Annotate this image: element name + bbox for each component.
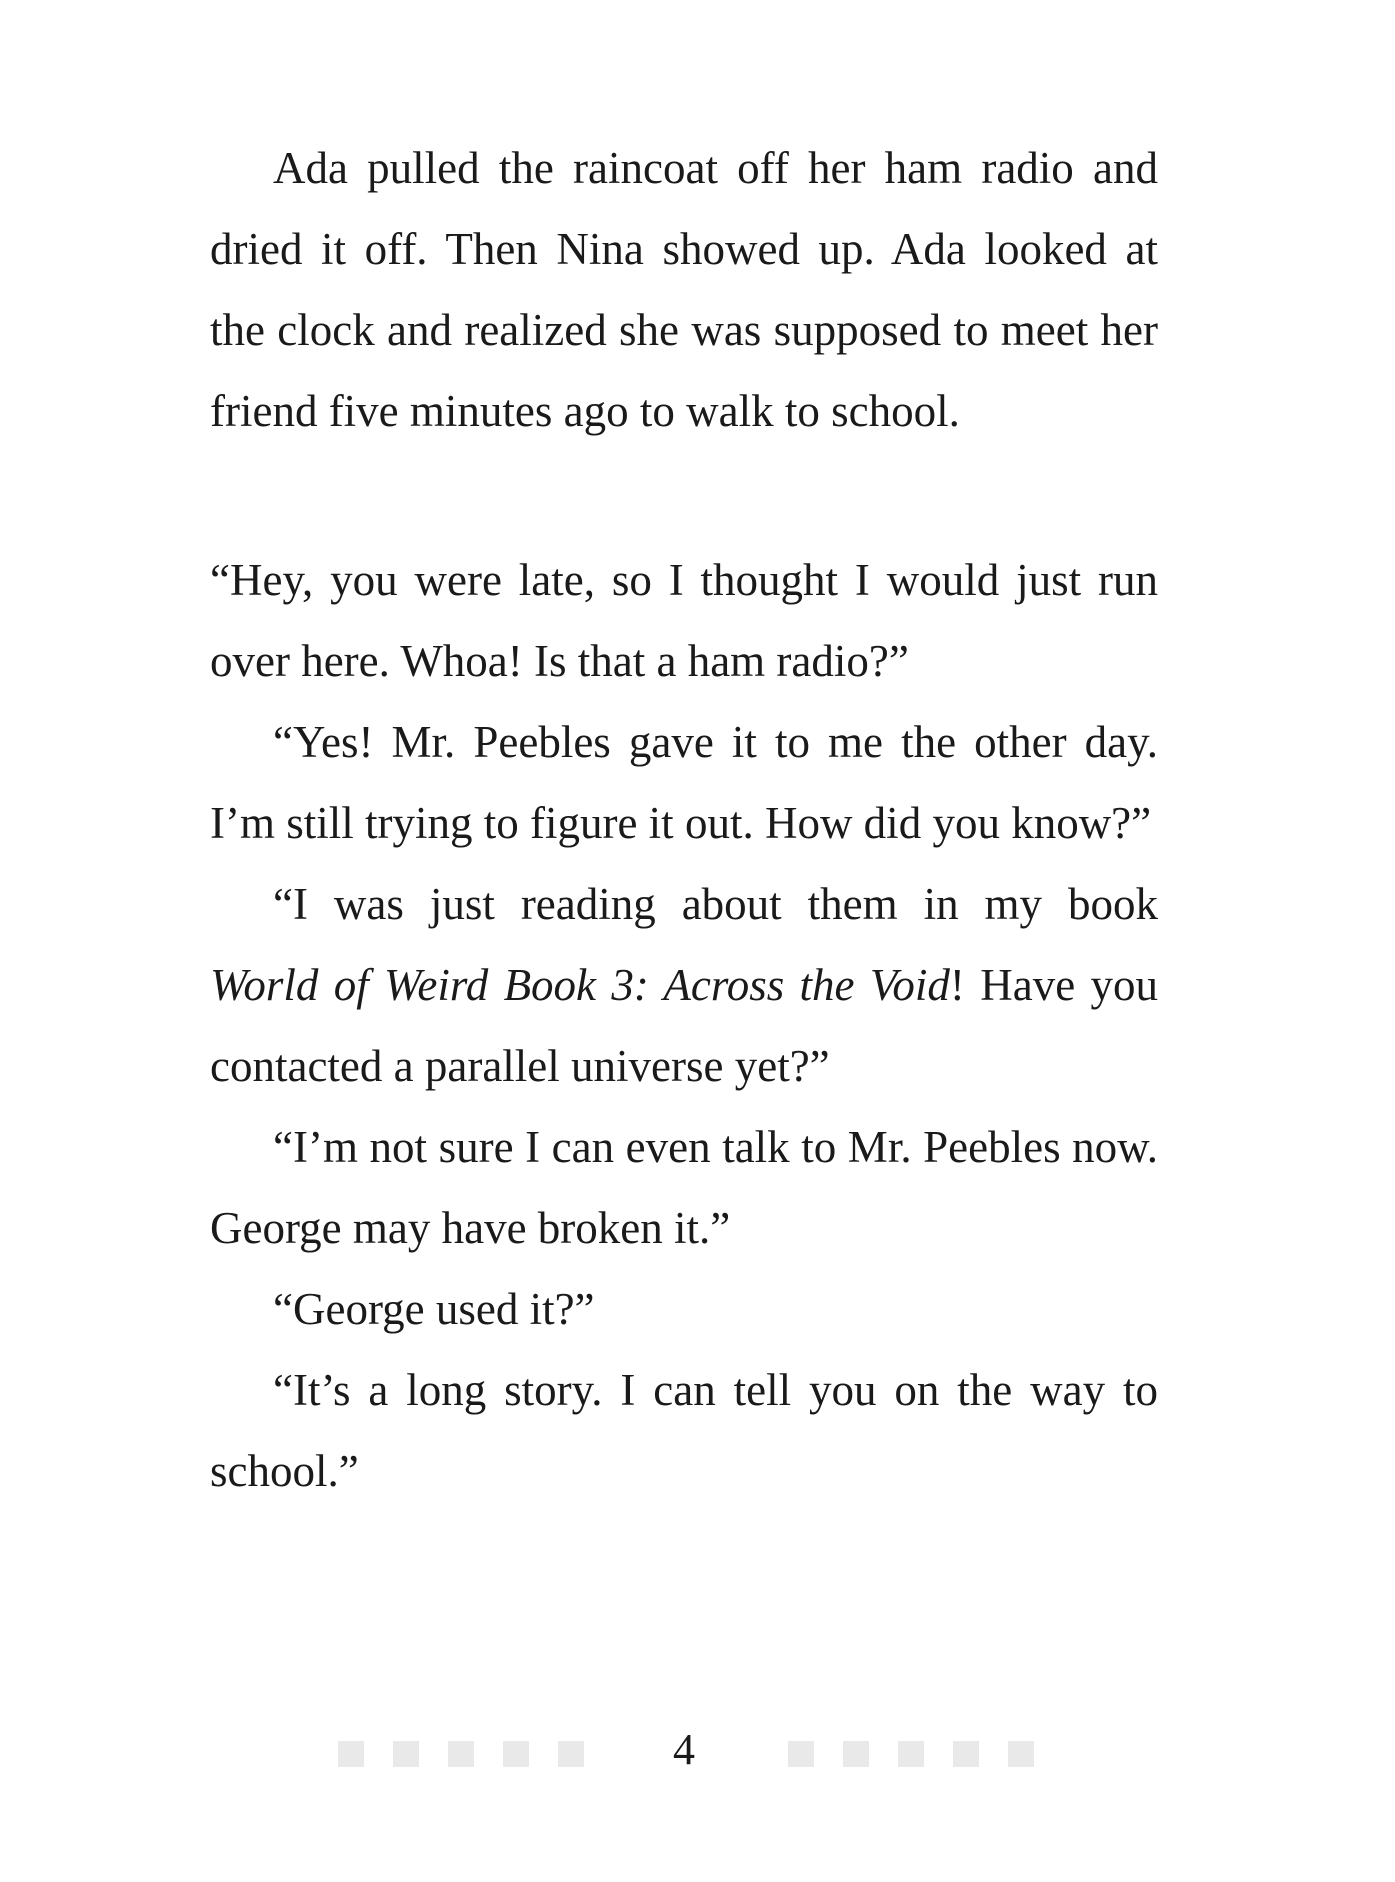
page-number: 4 xyxy=(673,1725,695,1774)
left-decorative-squares xyxy=(338,1741,584,1767)
decorative-square xyxy=(843,1741,869,1767)
page-footer xyxy=(0,1725,1395,1798)
paragraph-6: “George used it?” xyxy=(273,1284,595,1334)
decorative-square xyxy=(953,1741,979,1767)
paragraph-5: “I’m not sure I can even talk to Mr. Peebles now. George may have broken it.” xyxy=(210,1122,1158,1253)
decorative-square xyxy=(393,1741,419,1767)
decorative-square xyxy=(448,1741,474,1767)
decorative-square xyxy=(898,1741,924,1767)
dialogue-section xyxy=(210,540,1158,1512)
decorative-square xyxy=(503,1741,529,1767)
paragraph-1: Ada pulled the raincoat off her ham radio and dried it off. Then Nina showed up. Ada looked at the clock and realized she was supposed to meet her friend five minutes ago to walk to school. xyxy=(210,143,1158,436)
paragraph-2: “Hey, you were late, so I thought I would just run over here. Whoa! Is that a ham radio?” xyxy=(210,555,1158,686)
right-decorative-squares xyxy=(788,1741,1034,1767)
decorative-square xyxy=(788,1741,814,1767)
decorative-square xyxy=(558,1741,584,1767)
paragraph-4 xyxy=(210,864,1158,1107)
paragraph-4-end: ! Have you contacted a parallel universe yet?” xyxy=(210,960,1159,1091)
book-title: World of Weird Book 3: Across the Void xyxy=(210,960,950,1010)
paragraph-3: “Yes! Mr. Peebles gave it to me the other day. I’m still trying to figure it out. How did you know?” xyxy=(210,717,1158,848)
opening-section xyxy=(210,128,1158,452)
paragraph-4-start: “I was just reading about them in my book xyxy=(273,879,1158,929)
decorative-square xyxy=(1008,1741,1034,1767)
paragraph-7: “It’s a long story. I can tell you on the way to school.” xyxy=(210,1365,1158,1496)
decorative-square xyxy=(338,1741,364,1767)
